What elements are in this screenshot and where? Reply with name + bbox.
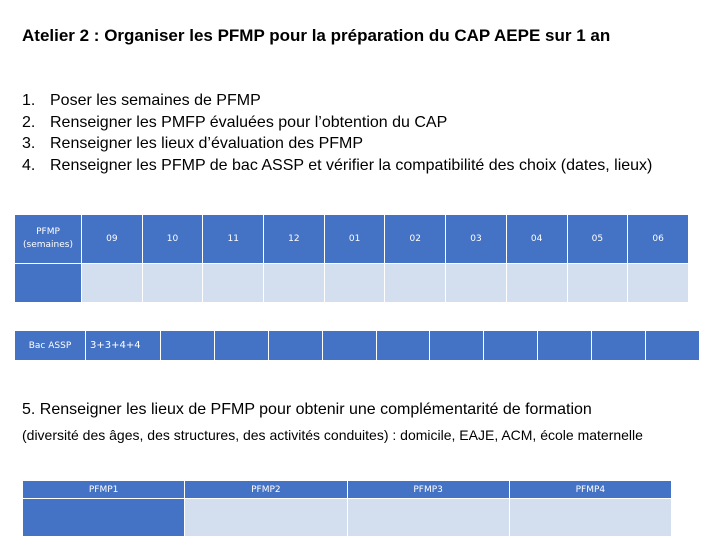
bac-cell[interactable] — [484, 331, 538, 361]
month-cell: 11 — [203, 215, 264, 264]
step-text: Renseigner les lieux d’évaluation des PFMP — [50, 135, 364, 152]
step5-note: (diversité des âges, des structures, des activités conduites) : domicile, EAJE, ACM, école maternelle — [22, 427, 643, 443]
week-entry-cell[interactable] — [446, 264, 507, 303]
month-cell: 10 — [142, 215, 203, 264]
bac-value: 3+3+4+4 — [86, 331, 161, 361]
week-entry-cell[interactable] — [628, 264, 689, 303]
step-text: Poser les semaines de PFMP — [50, 92, 261, 109]
pfmp-header-row — [23, 481, 672, 499]
pfmp-header: PFMP3 — [347, 481, 509, 499]
month-cell: 02 — [385, 215, 446, 264]
pfmp-places-table — [22, 480, 672, 537]
month-cell: 03 — [446, 215, 507, 264]
pfmp-entry-cell[interactable] — [509, 499, 671, 537]
month-cell: 12 — [264, 215, 325, 264]
step-item — [22, 90, 692, 112]
weeks-label-line1: PFMP — [36, 227, 60, 237]
week-entry-cell[interactable] — [506, 264, 567, 303]
step-number: 1. — [22, 92, 36, 109]
bac-cell[interactable] — [322, 331, 376, 361]
pfmp-entry-row — [23, 499, 672, 537]
pfmp-entry-cell[interactable] — [23, 499, 185, 537]
step-item — [22, 155, 692, 177]
bac-row — [15, 331, 700, 361]
month-cell: 05 — [567, 215, 628, 264]
pfmp-weeks-table — [14, 214, 689, 303]
bac-cell[interactable] — [161, 331, 215, 361]
month-cell: 04 — [506, 215, 567, 264]
weeks-row-label — [15, 215, 82, 264]
step-number: 3. — [22, 135, 36, 152]
weeks-label-line2: (semaines) — [23, 240, 73, 250]
bac-assp-table — [14, 330, 700, 361]
pfmp-header: PFMP4 — [509, 481, 671, 499]
bac-cell[interactable] — [268, 331, 322, 361]
steps-list — [22, 90, 692, 176]
weeks-entry-label-cell — [15, 264, 82, 303]
pfmp-entry-cell[interactable] — [185, 499, 347, 537]
weeks-header-row — [15, 215, 689, 264]
bac-label: Bac ASSP — [15, 331, 86, 361]
step5-heading: 5. Renseigner les lieux de PFMP pour obtenir une complémentarité de formation — [22, 401, 592, 418]
weeks-entry-row — [15, 264, 689, 303]
bac-cell[interactable] — [214, 331, 268, 361]
step-text: Renseigner les PMFP évaluées pour l’obtention du CAP — [50, 113, 448, 131]
week-entry-cell[interactable] — [203, 264, 264, 303]
month-cell: 09 — [82, 215, 143, 264]
week-entry-cell[interactable] — [142, 264, 203, 303]
bac-cell[interactable] — [430, 331, 484, 361]
step-text: Renseigner les PFMP de bac ASSP et vérifier la compatibilité des choix (dates, lieux) — [50, 156, 653, 174]
pfmp-header: PFMP2 — [185, 481, 347, 499]
week-entry-cell[interactable] — [82, 264, 143, 303]
bac-cell[interactable] — [646, 331, 700, 361]
step-item — [22, 112, 692, 134]
step-item — [22, 133, 692, 155]
step-number: 4. — [22, 156, 36, 174]
page-title: Atelier 2 : Organiser les PFMP pour la préparation du CAP AEPE sur 1 an — [22, 26, 611, 45]
week-entry-cell[interactable] — [264, 264, 325, 303]
week-entry-cell[interactable] — [567, 264, 628, 303]
step-number: 2. — [22, 113, 36, 131]
week-entry-cell[interactable] — [385, 264, 446, 303]
bac-cell[interactable] — [376, 331, 430, 361]
pfmp-header: PFMP1 — [23, 481, 185, 499]
pfmp-entry-cell[interactable] — [347, 499, 509, 537]
month-cell: 01 — [324, 215, 385, 264]
bac-cell[interactable] — [538, 331, 592, 361]
month-cell: 06 — [628, 215, 689, 264]
bac-cell[interactable] — [592, 331, 646, 361]
week-entry-cell[interactable] — [324, 264, 385, 303]
